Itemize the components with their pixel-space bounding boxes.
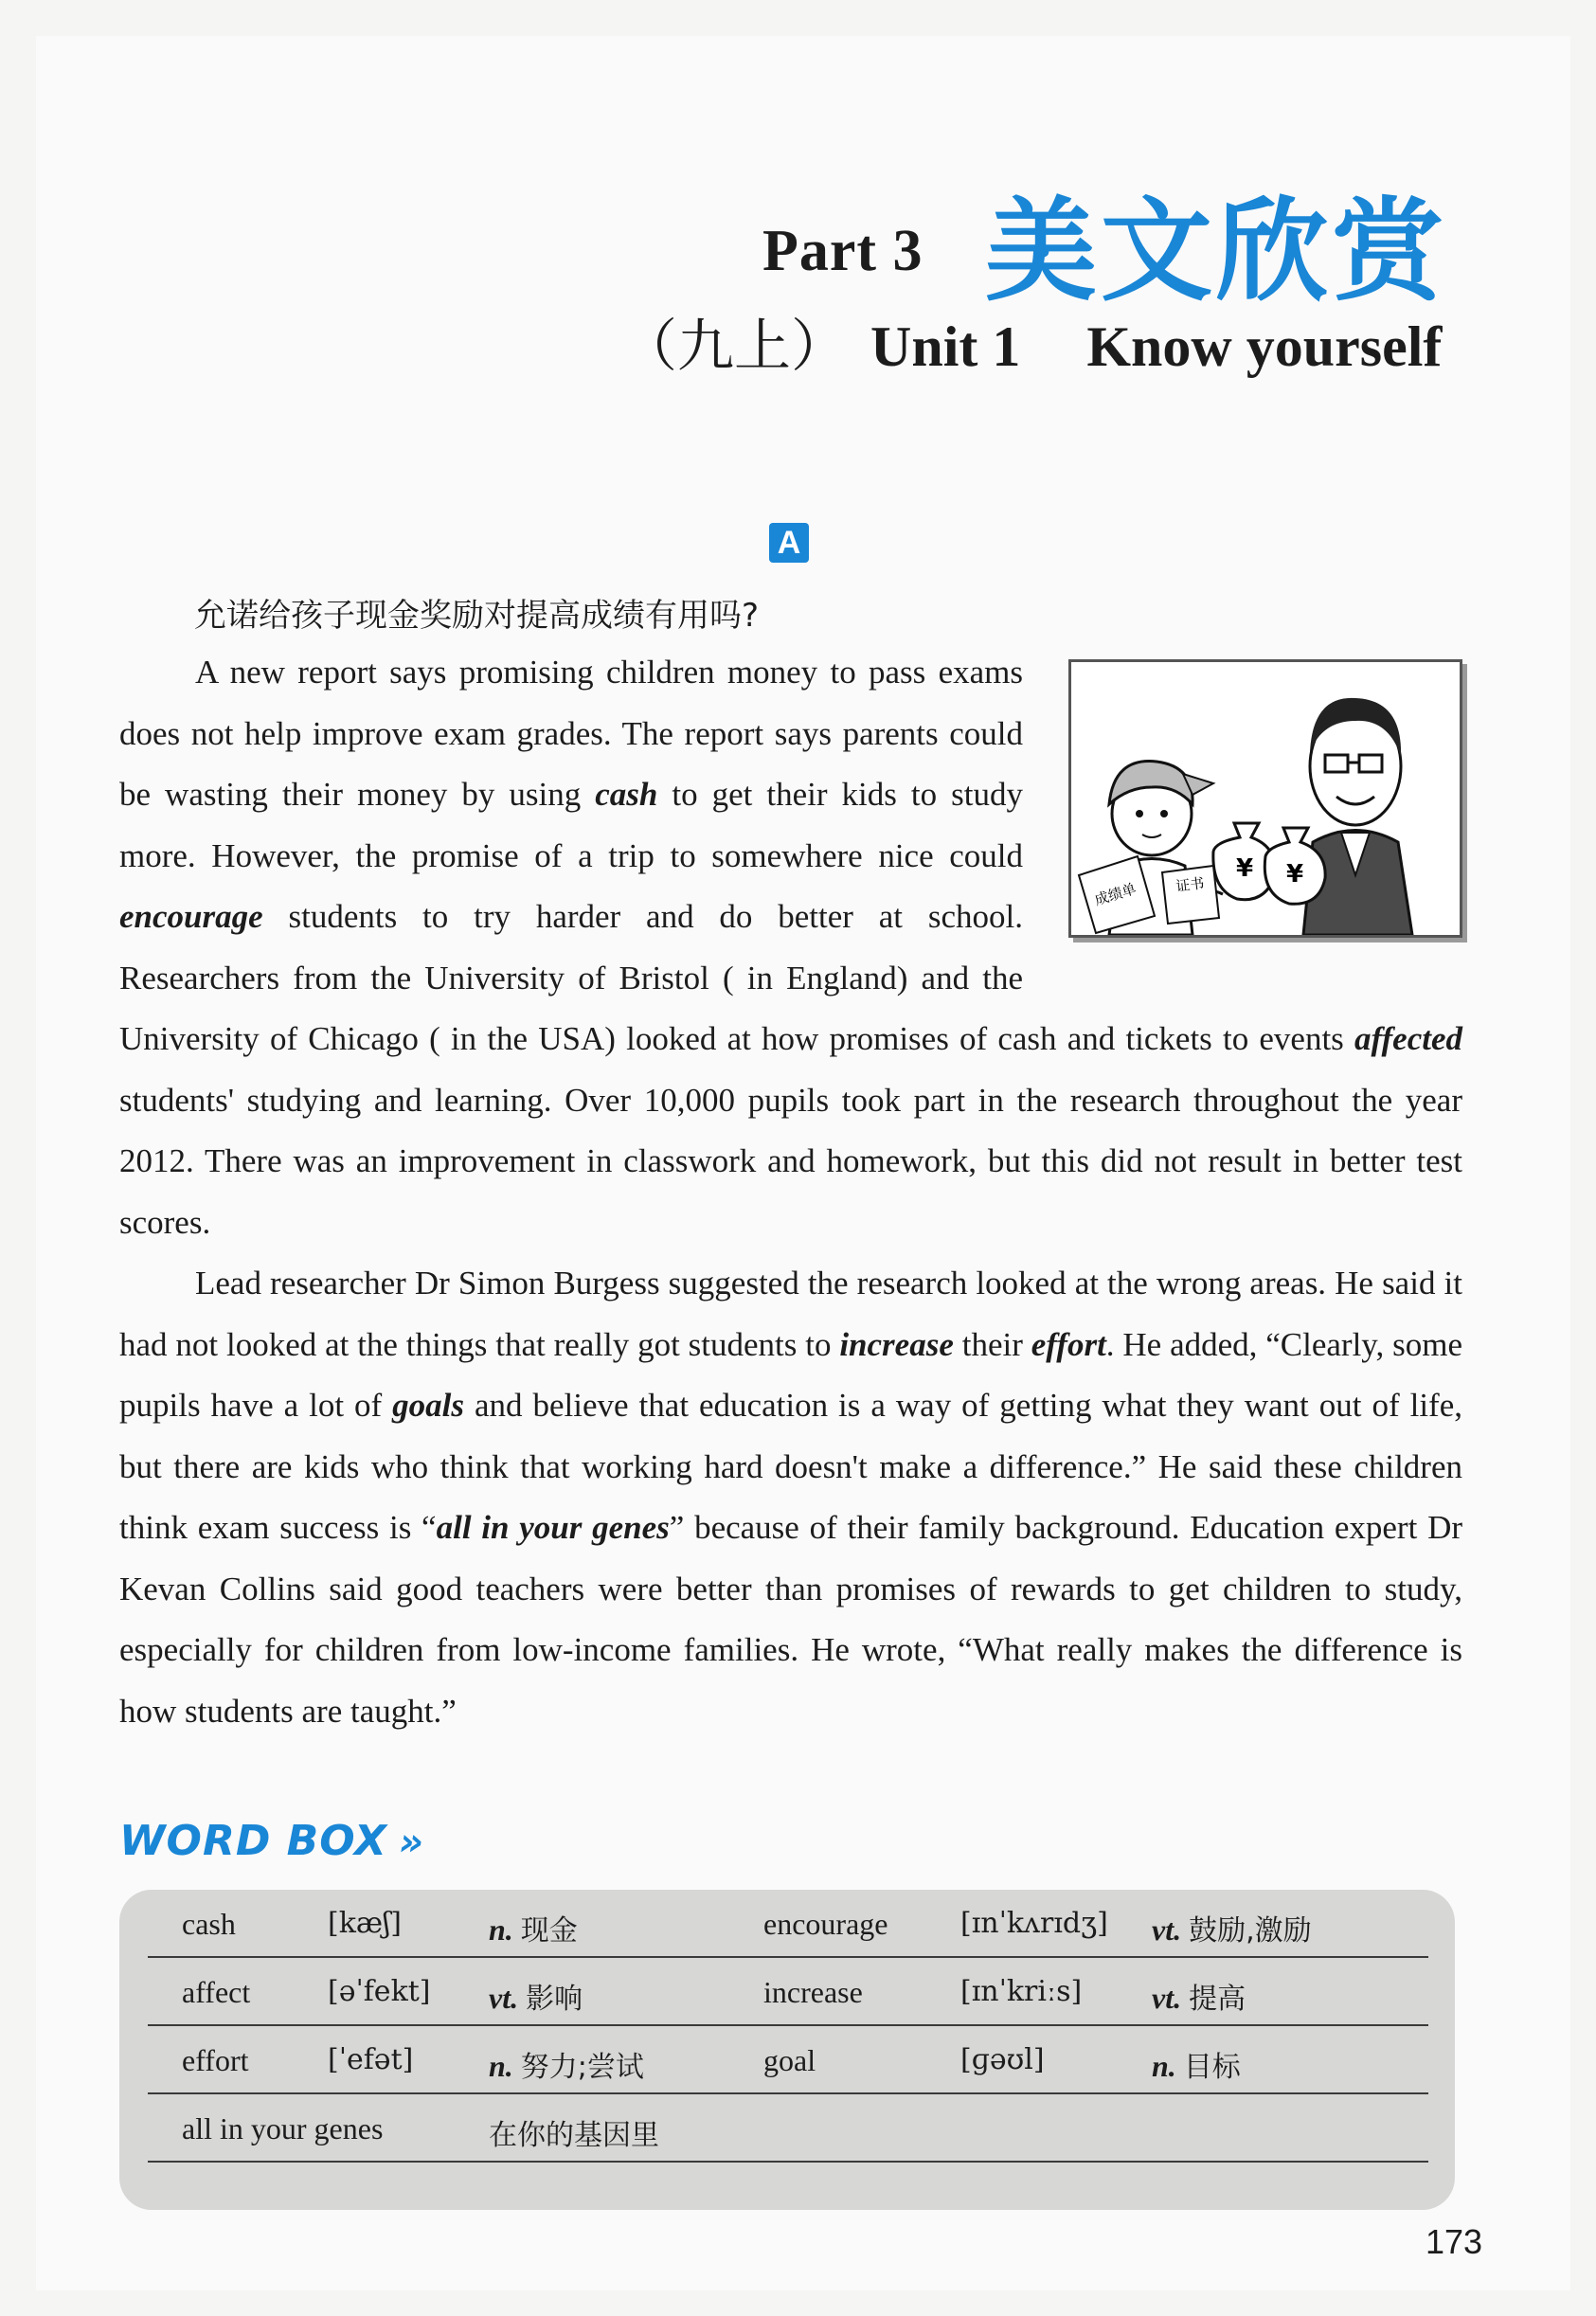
word-box-row	[148, 2094, 1428, 2163]
vocab-definition: vt. 提高	[1152, 1981, 1246, 2016]
unit-heading	[620, 301, 1468, 383]
keyword-encourage: encourage	[119, 898, 263, 935]
article-body	[119, 642, 1462, 1742]
keyword-affected: affected	[1354, 1020, 1462, 1057]
grade-label: （九上）	[620, 314, 848, 380]
keyword-increase: increase	[839, 1325, 954, 1363]
paragraph-2: Lead researcher Dr Simon Burgess suggested the research looked at the wrong areas. He said it had not looked at the things that really got students to increase their effort. He added, “Clearly, some pupils have a lot of goals and believe that education is a way of getting what they want out of life, but there are kids who think that working hard doesn't make a difference.” He said these children think exam success is “all in your genes” because of their family background. Education expert Dr Kevan Collins said good teachers were better than promises of rewards to get children to study, especially for children from low-income families. He wrote, “What really makes the difference is how students are taught.”	[119, 1265, 1463, 1730]
word-box-row	[148, 2026, 1428, 2094]
word-box-panel	[119, 1890, 1455, 2210]
part-label: Part 3	[762, 219, 924, 283]
cartoon-drawing	[1071, 662, 1460, 935]
section-badge: A	[769, 523, 809, 563]
vocab-phonetic: [ˈefət]	[328, 2043, 414, 2076]
man-figure	[1303, 698, 1412, 935]
word-box-row	[148, 1890, 1428, 1958]
paper-label: 成绩单	[1092, 880, 1139, 909]
paper-label: 证书	[1175, 874, 1206, 895]
vocab-definition: n. 现金	[489, 1912, 578, 1948]
bag-yen-symbol: ¥	[1235, 854, 1254, 883]
double-chevron-icon: »	[398, 1821, 424, 1864]
word-box-row	[148, 1958, 1428, 2026]
vocab-phonetic: [ɪnˈkʌrɪdʒ]	[960, 1907, 1108, 1940]
vocab-phonetic: [ɪnˈkriːs]	[960, 1975, 1083, 2008]
vocab-phonetic: [əˈfekt]	[328, 1975, 431, 2008]
keyword-goals: goals	[392, 1387, 465, 1424]
vocab-definition: n. 目标	[1152, 2049, 1241, 2084]
vocab-definition: vt. 鼓励,激励	[1152, 1912, 1312, 1948]
vocab-word: goal	[763, 2043, 816, 2077]
vocab-definition: n. 努力;尝试	[489, 2049, 644, 2084]
cartoon-illustration	[1068, 659, 1462, 938]
part-title: 美文欣赏	[985, 186, 1448, 316]
unit-title: Know yourself	[1086, 315, 1443, 378]
bag-yen-symbol: ¥	[1285, 860, 1304, 889]
keyword-effort: effort	[1031, 1325, 1106, 1363]
vocab-word: increase	[763, 1975, 863, 2009]
vocab-word: cash	[182, 1907, 236, 1941]
vocab-word: effort	[182, 2043, 249, 2077]
paragraph-1: A new report says promising children money to pass exams does not help improve exam grades. The report says parents could be wasting their money by using cash to get their kids to study more. However, the promise of a trip to somewhere nice could encourage students to try harder and do better at school. Researchers from the University of Bristol ( in England) and the University of Chicago ( in the USA) looked at how promises of cash and tickets to events affected students' studying and learning. Over 10,000 pupils took part in the research throughout the year 2012. There was an improvement in classwork and homework, but this did not result in better test scores.	[119, 654, 1462, 1241]
keyword-cash: cash	[595, 776, 658, 813]
unit-label: Unit 1	[870, 315, 1021, 378]
vocab-word: affect	[182, 1975, 251, 2009]
vocab-phonetic: [kæʃ]	[328, 1907, 402, 1940]
chinese-question: 允诺给孩子现金奖励对提高成绩有用吗?	[194, 597, 760, 635]
vocab-word: encourage	[763, 1907, 888, 1941]
keyword-genes: all in your genes	[436, 1509, 670, 1546]
vocab-phonetic: [ɡəʊl]	[960, 2043, 1045, 2076]
vocab-definition: vt. 影响	[489, 1981, 583, 2016]
word-box-title: WORD BOX »	[119, 1817, 424, 1865]
page-number: 173	[1426, 2222, 1483, 2261]
vocab-phrase: all in your genes	[182, 2111, 384, 2145]
vocab-definition: 在你的基因里	[489, 2119, 659, 2152]
